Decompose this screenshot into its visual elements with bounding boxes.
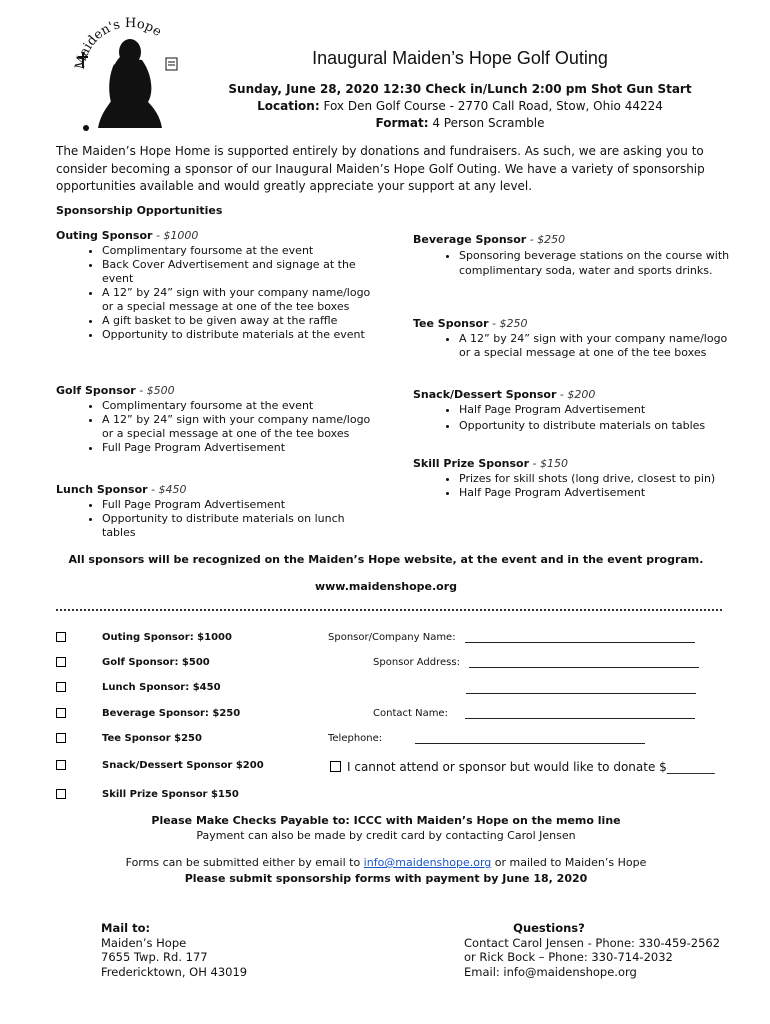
checkbox[interactable] <box>56 657 66 667</box>
questions-line: Email: info@maidenshope.org <box>464 964 637 979</box>
option-label: Skill Prize Sponsor $150 <box>102 789 239 800</box>
list-item: • A 12” by 24” sign with your company name/logo or a special message at one of the tee boxes <box>102 286 376 314</box>
benefit-list <box>56 498 376 540</box>
list-item: • Full Page Program Advertisement <box>102 441 376 455</box>
benefit-list <box>56 244 376 342</box>
sponsor-name: Skill Prize Sponsor <box>413 457 530 470</box>
list-item: • Sponsoring beverage stations on the course with complimentary soda, water and sports drinks. <box>459 248 733 278</box>
event-datetime: Sunday, June 28, 2020 12:30 Check in/Lunch 2:00 pm Shot Gun Start <box>228 82 692 96</box>
mail-line: Maiden’s Hope <box>101 935 187 950</box>
tee-sponsor-block <box>413 317 733 360</box>
option-beverage <box>56 708 240 719</box>
address-field <box>373 657 699 668</box>
format-label: Format: <box>375 116 429 130</box>
list-item: • Opportunity to distribute materials on lunch tables <box>102 512 376 540</box>
address-label: Sponsor Address: <box>373 657 460 668</box>
mail-line: Fredericktown, OH 43019 <box>101 964 248 979</box>
book-icon <box>166 58 177 70</box>
credit-card-text: Payment can also be made by credit card by contacting Carol Jensen <box>196 829 576 842</box>
questions-block <box>464 921 720 979</box>
option-label: Tee Sponsor $250 <box>102 733 202 744</box>
sponsor-price: - $200 <box>559 388 596 401</box>
benefit-list <box>413 403 733 433</box>
benefit-list <box>56 399 376 455</box>
questions-line: Contact Carol Jensen - Phone: 330-459-2562 <box>464 935 721 950</box>
submission-text <box>56 856 716 869</box>
option-label: Lunch Sponsor: $450 <box>102 682 221 693</box>
option-label: Golf Sponsor: $500 <box>102 657 210 668</box>
benefit-list <box>413 248 733 278</box>
option-skill <box>56 789 239 800</box>
sponsor-name: Snack/Dessert Sponsor <box>413 388 557 401</box>
maidens-hope-logo <box>70 12 188 132</box>
list-item: • Half Page Program Advertisement <box>459 403 733 417</box>
page-title: Inaugural Maiden’s Hope Golf Outing <box>312 48 608 68</box>
checkbox[interactable] <box>56 682 66 692</box>
option-snack <box>56 760 264 771</box>
sponsor-price: - $250 <box>529 233 566 246</box>
sponsor-name: Outing Sponsor <box>56 229 153 242</box>
checks-payable-text: Please Make Checks Payable to: ICCC with Maiden’s Hope on the memo line <box>151 814 621 827</box>
checkbox[interactable] <box>56 708 66 718</box>
list-item: • A 12” by 24” sign with your company name/logo or a special message at one of the tee boxes <box>459 332 733 360</box>
mail-line: 7655 Twp. Rd. 177 <box>101 950 208 964</box>
sponsorship-heading: Sponsorship Opportunities <box>56 204 223 217</box>
donate-option <box>330 760 715 774</box>
sponsor-price: - $250 <box>492 317 528 330</box>
option-tee <box>56 733 202 744</box>
sponsor-name: Lunch Sponsor <box>56 483 148 496</box>
contact-label: Contact Name: <box>373 708 448 719</box>
telephone-input[interactable] <box>415 733 645 744</box>
company-label: Sponsor/Company Name: <box>328 632 456 643</box>
event-location <box>140 99 770 113</box>
option-lunch <box>56 682 221 693</box>
cut-line-divider <box>56 609 722 611</box>
list-item: • Back Cover Advertisement and signage at the event <box>102 258 376 286</box>
list-item: • Prizes for skill shots (long drive, closest to pin) <box>459 472 733 486</box>
list-item: • Opportunity to distribute materials at the event <box>102 328 376 342</box>
option-golf <box>56 657 210 668</box>
list-item: • Complimentary foursome at the event <box>102 244 376 258</box>
location-label: Location: <box>257 99 320 113</box>
checkbox[interactable] <box>56 733 66 743</box>
sponsor-price: - $1000 <box>155 229 199 242</box>
sponsor-name: Beverage Sponsor <box>413 233 527 246</box>
outing-sponsor-block <box>56 229 376 342</box>
sponsor-name: Golf Sponsor <box>56 384 136 397</box>
address-input-line-2[interactable] <box>466 683 696 694</box>
address-input[interactable] <box>469 657 699 668</box>
format-value: 4 Person Scramble <box>432 116 545 130</box>
questions-heading: Questions? <box>513 921 585 935</box>
option-label: Snack/Dessert Sponsor $200 <box>102 760 264 771</box>
telephone-field <box>328 733 645 744</box>
list-item: • A 12” by 24” sign with your company name/logo or a special message at one of the tee boxes <box>102 413 376 441</box>
list-item: • Half Page Program Advertisement <box>459 486 733 500</box>
sponsor-price: - $500 <box>139 384 175 397</box>
mail-heading: Mail to: <box>101 921 151 935</box>
contact-field <box>373 708 695 719</box>
benefit-list <box>413 472 733 500</box>
submission-before: Forms can be submitted either by email to <box>125 856 364 869</box>
submission-after: or mailed to Maiden’s Hope <box>491 856 647 869</box>
telephone-label: Telephone: <box>328 733 383 744</box>
sponsor-name: Tee Sponsor <box>413 317 489 330</box>
intro-paragraph: The Maiden’s Hope Home is supported entirely by donations and fundraisers. As such, we are asking you to consider becoming a sponsor of our Inaugural Maiden’s Hope Golf Outing. We have a variety of sponsorship opportunities available and would greatly appreciate your support at any level. <box>56 144 705 193</box>
benefit-list <box>413 332 733 360</box>
mail-to-block <box>101 921 247 979</box>
sponsor-price: - $450 <box>151 483 187 496</box>
company-field <box>328 632 695 643</box>
checkbox[interactable] <box>56 760 66 770</box>
option-label: Beverage Sponsor: $250 <box>102 708 241 719</box>
sponsor-price: - $150 <box>532 457 569 470</box>
list-item: • Full Page Program Advertisement <box>102 498 376 512</box>
option-outing <box>56 632 232 643</box>
checkbox[interactable] <box>56 632 66 642</box>
questions-line: or Rick Bock – Phone: 330-714-2032 <box>464 950 673 964</box>
beverage-sponsor-block <box>413 233 733 278</box>
donate-text: I cannot attend or sponsor but would like to donate $________ <box>347 760 715 774</box>
golf-sponsor-block <box>56 384 376 455</box>
deadline-text: Please submit sponsorship forms with payment by June 18, 2020 <box>184 872 588 885</box>
ball-icon <box>83 125 89 131</box>
company-input[interactable] <box>465 632 695 643</box>
lunch-sponsor-block <box>56 483 376 540</box>
location-value: Fox Den Golf Course - 2770 Call Road, Stow, Ohio 44224 <box>323 99 663 113</box>
recognition-text: All sponsors will be recognized on the Maiden’s Hope website, at the event and in the event program. <box>68 553 704 566</box>
list-item: • Opportunity to distribute materials on tables <box>459 419 733 433</box>
logo-text: Maiden's Hope <box>72 16 165 71</box>
website-url: www.maidenshope.org <box>314 580 458 593</box>
email-link[interactable]: info@maidenshope.org <box>363 856 492 869</box>
snack-sponsor-block <box>413 388 733 433</box>
list-item: • Complimentary foursome at the event <box>102 399 376 413</box>
donate-checkbox[interactable] <box>330 761 341 772</box>
list-item: • A gift basket to be given away at the raffle <box>102 314 376 328</box>
contact-input[interactable] <box>465 708 695 719</box>
option-label: Outing Sponsor: $1000 <box>102 632 232 643</box>
event-format <box>140 116 770 130</box>
checkbox[interactable] <box>56 789 66 799</box>
skill-sponsor-block <box>413 457 733 500</box>
